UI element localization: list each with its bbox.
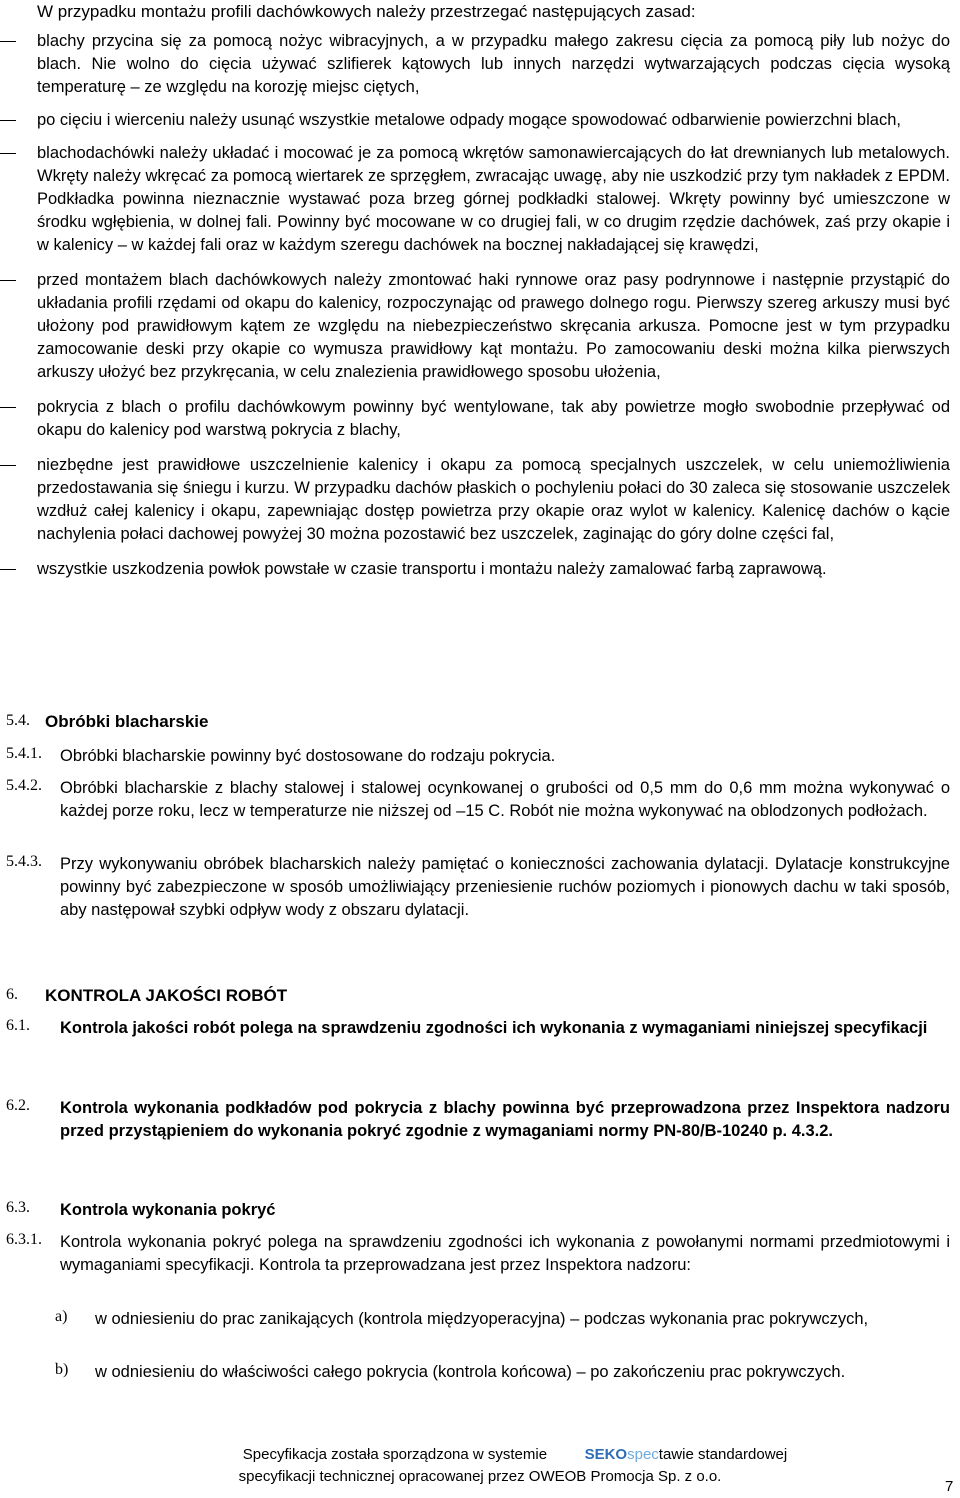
section-number: 5.4.2. xyxy=(6,777,42,794)
list-item-text: w odniesieniu do prac zanikających (kontrola międzyoperacyjna) – podczas wykonania prac pokrywczych, xyxy=(95,1310,869,1328)
list-item xyxy=(0,269,960,384)
section-text: Kontrola wykonania pokryć polega na sprawdzeniu zgodności ich wykonania z powołanymi normami przedmiotowymi i wymaganiami specyfikacji. Kontrola ta przeprowadzana jest przez Inspektora nadzoru: xyxy=(60,1233,950,1274)
section-5-4-3 xyxy=(0,853,960,922)
section-number: 5.4.3. xyxy=(6,853,42,870)
dash-bullet xyxy=(0,569,16,570)
section-text: Kontrola wykonania pokryć xyxy=(60,1201,276,1219)
section-number: 5.4.1. xyxy=(6,745,42,762)
list-item-text: blachy przycina się za pomocą nożyc wibracyjnych, a w przypadku małego zakresu cięcia za pomocą piły lub nożyc do blach. Nie wolno do cięcia używać szlifierek kątowych lub innych narzędzi wytwarzających podczas cięcia wysoką temperaturę – ze względu na korozję miejsc ciętych, xyxy=(37,32,950,96)
dash-bullet xyxy=(0,465,16,466)
dash-bullet xyxy=(0,280,16,281)
dash-bullet xyxy=(0,407,16,408)
list-item xyxy=(0,454,960,546)
section-5-4-2 xyxy=(0,777,960,823)
page-footer xyxy=(0,1444,960,1488)
list-item-text: w odniesieniu do właściwości całego pokrycia (kontrola końcowa) – po zakończeniu prac pokrywczych. xyxy=(95,1363,846,1381)
section-number: 6.2. xyxy=(6,1097,30,1114)
section-number: 6.3. xyxy=(6,1199,30,1216)
section-text: Obróbki blacharskie powinny być dostosowane do rodzaju pokrycia. xyxy=(60,747,556,765)
list-item xyxy=(0,30,960,99)
section-6-3 xyxy=(0,1199,960,1222)
list-item-text: niezbędne jest prawidłowe uszczelnienie kalenicy i okapu za pomocą specjalnych uszczelek, w celu uniemożliwienia przedostawania się śniegu i kurzu. W przypadku dachów płaskich o pochyleniu połaci do 30 zaleca się stosowanie uszczelek wzdłuż całej kalenicy i okapu, zapewniając dostęp powietrza przy okapie oraz wylot w kalenicy. Kalenicę dachów o kącie nachylenia połaci dachowej powyżej 30 można pozostawić bez uszczelek, zaginając do góry dolne części fal, xyxy=(37,456,950,543)
list-item-text: blachodachówki należy układać i mocować je za pomocą wkrętów samonawiercających do łat drewnianych lub metalowych. Wkręty należy wkręcać za pomocą wiertarek ze sprzęgłem, zwracając uwagę, aby nie uszkodzić przy tym nakładek z EPDM. Podkładka powinna nieznacznie wystawać poza brzeg górnej podkładki stalowej. Wkręty powinny być umieszczone w środku wgłębienia, w dolnej fali. Powinny być mocowane w co drugiej fali, w co drugim rzędzie dachówek, zaś przy okapie i w kalenicy – w każdej fali oraz w każdym szeregu dachówek na bocznej nakładającej się krawędzi, xyxy=(37,144,950,254)
section-text: Przy wykonywaniu obróbek blacharskich należy pamiętać o konieczności zachowania dylatacji. Dylatacje konstrukcyjne powinny być zabezpieczone w sposób umożliwiający przeniesienie ruchów poziomych i pionowych dachu w taki sposób, aby następował szybki odpływ wody z obszaru dylatacji. xyxy=(60,855,950,919)
section-text: Kontrola wykonania podkładów pod pokrycia z blachy powinna być przeprowadzona przez Inspektora nadzoru przed przystąpieniem do wykonania pokryć zgodnie z wymaganiami normy PN-80/B-10240 p. 4.3.2. xyxy=(60,1099,950,1140)
section-5-4-1 xyxy=(0,745,960,768)
section-number: 6.1. xyxy=(6,1017,30,1034)
footer-line-1 xyxy=(70,1444,960,1466)
list-item-label: b) xyxy=(55,1361,69,1378)
section-title: Obróbki blacharskie xyxy=(45,712,209,731)
section-6-3-1 xyxy=(0,1231,960,1277)
footer-line-2: specyfikacji technicznej opracowanej przez OWEOB Promocja Sp. z o.o. xyxy=(238,1468,722,1485)
list-item xyxy=(55,1361,950,1384)
list-item xyxy=(0,142,960,257)
footer-text: Specyfikacja została sporządzona w systemie xyxy=(242,1446,548,1463)
section-number: 6.3.1. xyxy=(6,1231,42,1248)
dash-bullet xyxy=(0,41,16,42)
logo-text-spec: spec xyxy=(627,1446,659,1463)
list-item-text: wszystkie uszkodzenia powłok powstałe w czasie transportu i montażu należy zamalować farbą zaprawową. xyxy=(37,560,827,578)
sekospec-logo xyxy=(585,1446,659,1463)
section-6-2 xyxy=(0,1097,960,1143)
list-item xyxy=(0,396,960,442)
intro-text: W przypadku montażu profili dachówkowych należy przestrzegać następujących zasad: xyxy=(37,2,696,21)
dash-bullet xyxy=(0,120,16,121)
list-item xyxy=(55,1308,950,1331)
section-title: KONTROLA JAKOŚCI ROBÓT xyxy=(45,986,288,1005)
list-item-text: po cięciu i wierceniu należy usunąć wszystkie metalowe odpady mogące spowodować odbarwienie powierzchni blach, xyxy=(37,111,901,129)
list-item xyxy=(0,109,960,132)
footer-text: tawie standardowej xyxy=(658,1446,788,1463)
bullet-list xyxy=(0,30,960,593)
page-number: 7 xyxy=(945,1478,954,1495)
list-item xyxy=(0,558,960,581)
logo-text-seko: SEKO xyxy=(584,1446,628,1463)
section-6-1 xyxy=(0,1017,960,1040)
section-text: Obróbki blacharskie z blachy stalowej i stalowej ocynkowanej o grubości od 0,5 mm do 0,6 mm można wykonywać o każdej porze roku, lecz w temperaturze nie niższej od –15 C. Robót nie można wykonywać na oblodzonych podłożach. xyxy=(60,779,950,820)
list-item-label: a) xyxy=(55,1308,68,1325)
dash-bullet xyxy=(0,153,16,154)
section-number: 5.4. xyxy=(6,712,30,729)
section-text: Kontrola jakości robót polega na sprawdzeniu zgodności ich wykonania z wymaganiami niniejszej specyfikacji xyxy=(60,1019,928,1037)
list-item-text: pokrycia z blach o profilu dachówkowym powinny być wentylowane, tak aby powietrze mogło swobodnie przepływać od okapu do kalenicy pod warstwą pokrycia z blachy, xyxy=(37,398,950,439)
section-number: 6. xyxy=(6,986,18,1003)
list-item-text: przed montażem blach dachówkowych należy zmontować haki rynnowe oraz pasy podrynnowe i następnie przystąpić do układania profili rzędami od okapu do kalenicy, rozpoczynając od prawego dolnego rogu. Pierwszy szereg arkuszy musi być ułożony pod prawidłowym kątem ze względu na niebezpieczeństwo skręcania arkusza. Pomocne jest w tym przypadku zamocowanie deski przy okapie co wymusza prawidłowy kąt montażu. Po zamocowaniu deski można kilka pierwszych arkuszy ułożyć bez przykręcania, w celu znalezienia prawidłowego sposobu ułożenia, xyxy=(37,271,950,381)
